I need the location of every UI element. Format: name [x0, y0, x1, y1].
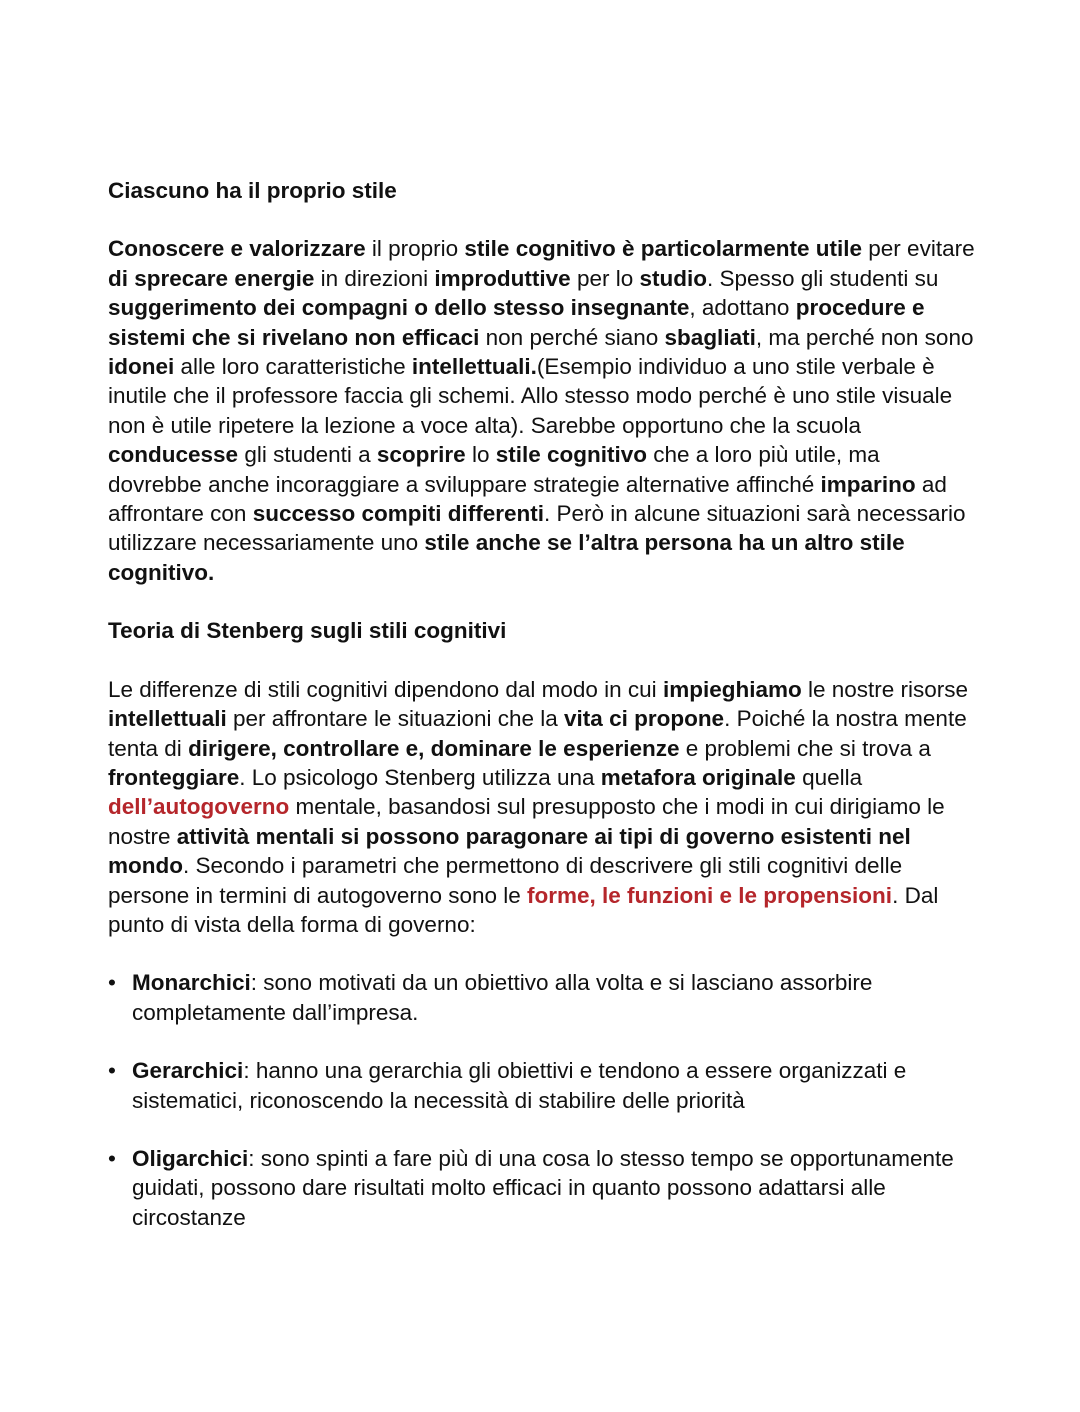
text-run: gli studenti a: [238, 442, 377, 468]
list-term: Monarchici: [132, 970, 251, 996]
paragraph-stile-cognitivo: [108, 234, 978, 587]
text-run: (Esempio individuo a uno stile verbale è inutile che il professore faccia gli schemi. Allo stesso modo perché è uno stile visuale non è utile ripetere la lezione a voce alta). Sarebbe opportuno che la scuola: [108, 354, 953, 438]
text-run: Le differenze di stili cognitivi dipendono dal modo in cui: [108, 676, 663, 702]
text-run: per affrontare le situazioni che la: [226, 706, 565, 732]
list-description: : sono motivati da un obiettivo alla volta e si lasciano assorbire completamente dall’impresa.: [132, 970, 873, 1025]
text-run: in direzioni: [314, 265, 435, 291]
bold-text: stile cognitivo è particolarmente utile: [464, 236, 863, 262]
bold-text: idonei: [108, 354, 175, 380]
bold-text: stile cognitivo: [495, 442, 647, 468]
text-run: e problemi che si trova a: [679, 735, 931, 761]
bold-text: improduttive: [434, 265, 571, 291]
bold-text: procedure e sistemi che si rivelano non efficaci: [108, 295, 925, 350]
bold-text: dirigere, controllare e, dominare le esperienze: [188, 735, 680, 761]
list-term: Oligarchici: [132, 1145, 249, 1171]
text-run: . Dal punto di vista della forma di governo:: [108, 882, 939, 937]
bold-text: intellettuali: [108, 706, 227, 732]
text-run: mentale, basandosi sul presupposto che i modi in cui dirigiamo le nostre: [108, 794, 945, 849]
bold-text: di sprecare energie: [108, 265, 315, 291]
list-description: : sono spinti a fare più di una cosa lo stesso tempo se opportunamente guidati, possono dare risultati molto efficaci in quanto possono adattarsi alle circostanze: [132, 1145, 954, 1230]
bullet-icon: •: [108, 1058, 116, 1084]
highlighted-text: dell’autogoverno: [108, 794, 290, 820]
bold-text: successo compiti differenti: [252, 501, 545, 527]
text-run: alle loro caratteristiche: [174, 354, 412, 380]
bold-text: suggerimento dei compagni o dello stesso insegnante: [108, 295, 690, 321]
text-run: . Però in alcune situazioni sarà necessario utilizzare necessariamente uno: [108, 501, 966, 556]
text-run: . Spesso gli studenti su: [706, 265, 939, 291]
text-run: . Poiché la nostra mente tenta di: [108, 706, 967, 761]
bold-text: conducesse: [108, 442, 239, 468]
bold-text: scoprire: [376, 442, 466, 468]
bold-text: studio: [639, 265, 707, 291]
text-run: , ma perché non sono: [755, 324, 974, 350]
bold-text: intellettuali.: [411, 354, 537, 380]
text-run: . Lo psicologo Stenberg utilizza una: [239, 764, 601, 790]
list-item: [108, 968, 978, 1027]
text-run: . Secondo i parametri che permettono di descrivere gli stili cognitivi delle persone in termini di autogoverno sono le: [108, 853, 903, 908]
bold-text: sbagliati: [664, 324, 756, 350]
highlighted-text: forme, le funzioni e le propensioni: [527, 882, 893, 908]
bold-text: impieghiamo: [662, 676, 802, 702]
bold-text: attività mentali si possono paragonare ai tipi di governo esistenti nel mondo: [108, 823, 911, 879]
text-run: per evitare: [862, 236, 975, 262]
text-run: non perché siano: [479, 324, 665, 350]
text-run: lo: [465, 442, 496, 468]
text-run: le nostre risorse: [801, 676, 969, 702]
document-page: [108, 176, 978, 1261]
text-run: per lo: [570, 265, 640, 291]
bullet-icon: •: [108, 970, 116, 996]
section-title-stenberg: Teoria di Stenberg sugli stili cognitivi: [108, 618, 507, 644]
list-description: : hanno una gerarchia gli obiettivi e tendono a essere organizzati e sistematici, riconoscendo la necessità di stabilire delle priorità: [132, 1058, 907, 1113]
text-run: , adottano: [689, 295, 796, 321]
bold-text: vita ci propone: [564, 706, 725, 732]
text-run: che a loro più utile, ma dovrebbe anche incoraggiare a sviluppare strategie alternative affinché: [108, 442, 880, 497]
bullet-icon: •: [108, 1145, 116, 1171]
list-item: [108, 1144, 978, 1232]
bold-text: stile anche se l’altra persona ha un altro stile cognitivo.: [108, 530, 905, 585]
list-term: Gerarchici: [132, 1058, 244, 1084]
list-item: [108, 1056, 978, 1115]
forme-governo-list: [108, 968, 978, 1232]
text-run: ad affrontare con: [108, 471, 947, 527]
bold-text: fronteggiare: [108, 764, 240, 790]
bold-text: metafora originale: [600, 764, 796, 790]
paragraph-autogoverno: [108, 675, 978, 940]
text-run: quella: [795, 764, 863, 790]
text-run: il proprio: [365, 236, 465, 262]
bold-text: Conoscere e valorizzare: [108, 236, 366, 262]
bold-text: imparino: [820, 471, 916, 497]
section-title-ciascuno: Ciascuno ha il proprio stile: [108, 178, 397, 203]
